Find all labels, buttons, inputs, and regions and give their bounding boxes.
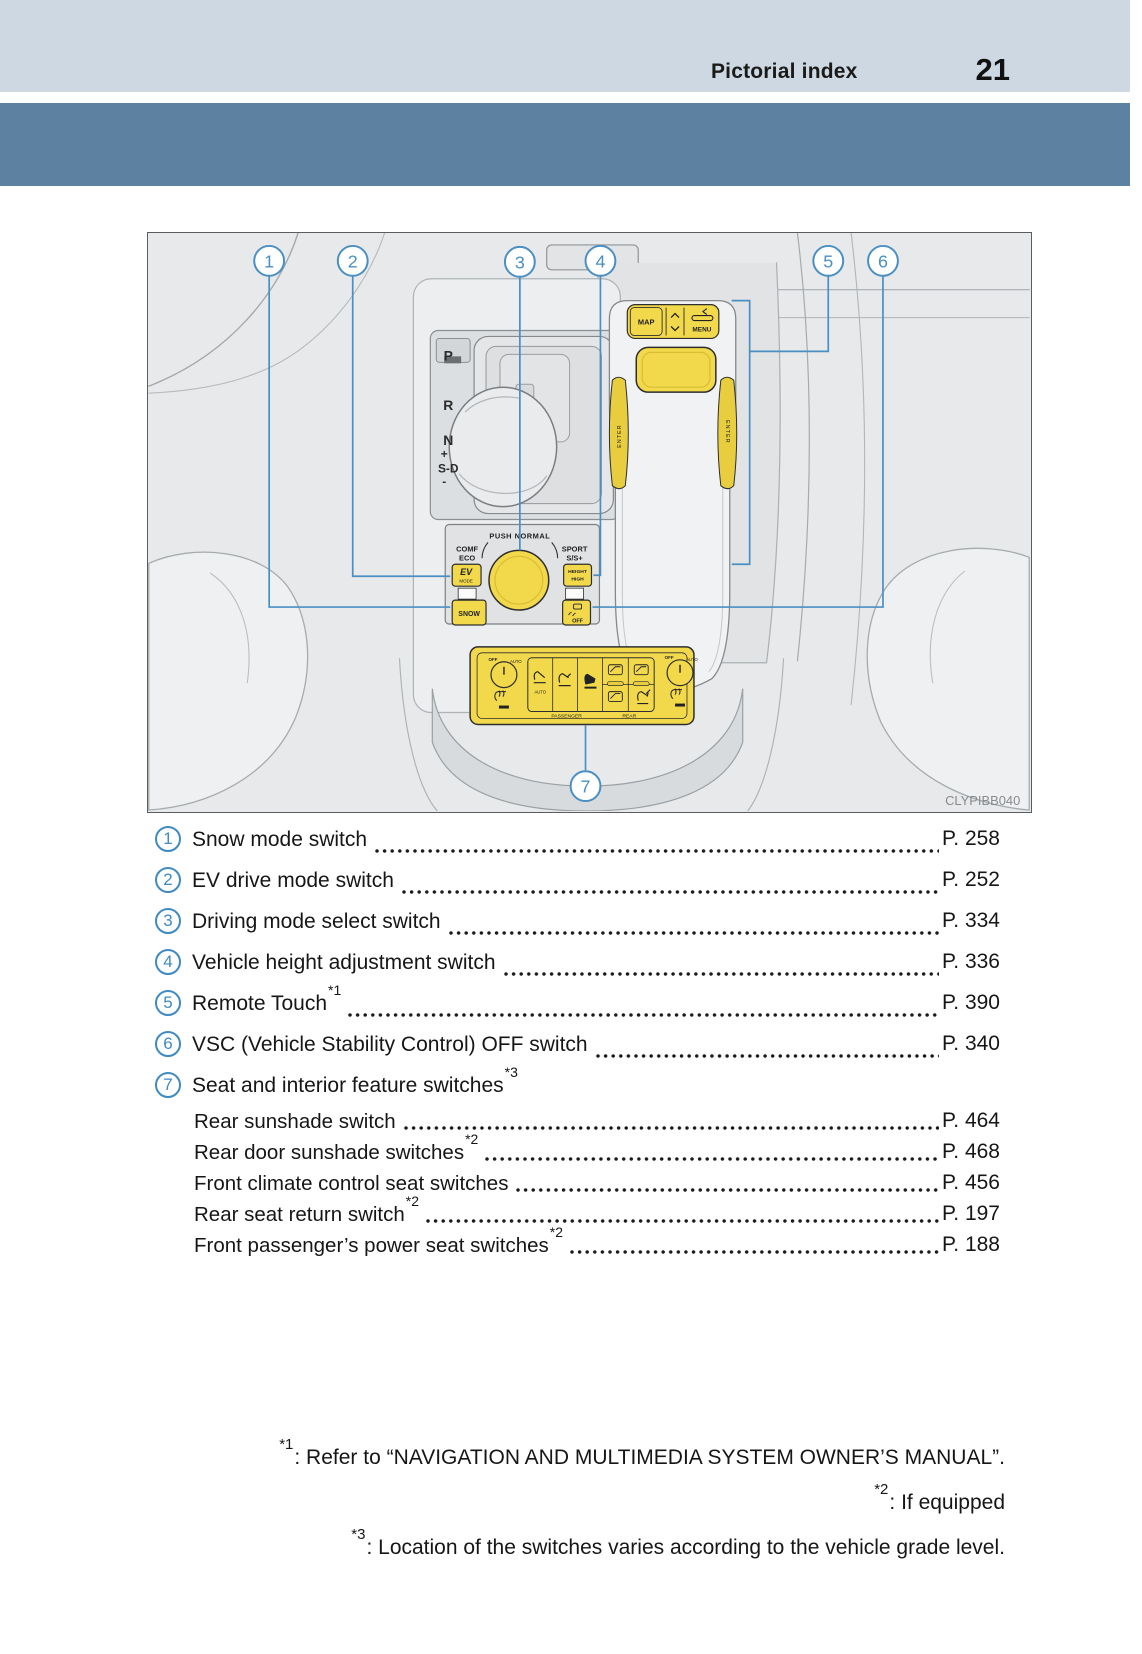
- svg-text:PASSENGER: PASSENGER: [551, 714, 582, 720]
- index-row: [155, 1064, 1000, 1105]
- svg-text:HIGH: HIGH: [571, 577, 584, 583]
- page-ref: P. 468: [941, 1139, 1000, 1163]
- svg-text:S/S+: S/S+: [566, 553, 583, 563]
- svg-text:N: N: [443, 431, 454, 448]
- index-sublabel: Front passenger’s power seat switches$^{*2}$: [194, 1224, 563, 1257]
- header-row: [0, 0, 1010, 87]
- svg-text:ENTER: ENTER: [616, 424, 623, 448]
- svg-text:REAR: REAR: [622, 714, 637, 720]
- svg-text:OFF: OFF: [572, 618, 584, 625]
- footnote: $^{*1}$: Refer to “NAVIGATION AND MULTIMEDIA SYSTEM OWNER’S MANUAL”.: [279, 1436, 1005, 1469]
- index-sublabel: Rear sunshade switch: [194, 1109, 396, 1133]
- index-label: EV drive mode switch: [192, 869, 394, 892]
- rear-climate-knob: [667, 660, 693, 686]
- svg-text:COMF: COMF: [456, 544, 479, 554]
- footnote: $^{*2}$: If equipped: [874, 1481, 1005, 1514]
- svg-text:P: P: [443, 347, 453, 364]
- drive-mode-knob: [489, 550, 549, 610]
- svg-text:+: +: [440, 446, 448, 461]
- touchpad-graphic: [636, 347, 716, 392]
- page-number: 21: [975, 51, 1010, 87]
- index-label: Seat and interior feature switches$^{*3}$: [192, 1064, 518, 1097]
- callout-6: 6: [877, 251, 888, 272]
- section-label: Pictorial index: [710, 60, 858, 83]
- callout-number: 7: [155, 1072, 181, 1098]
- index-row: [155, 859, 1000, 900]
- svg-text:S-D: S-D: [437, 461, 459, 476]
- remote-touch-group: [609, 301, 736, 691]
- page-ref: P. 336: [941, 949, 1000, 973]
- index-subrow: [194, 1131, 1000, 1167]
- callout-1: 1: [264, 251, 275, 272]
- shift-knob: [449, 387, 556, 506]
- svg-text:SNOW: SNOW: [458, 611, 480, 619]
- page-ref: P. 197: [941, 1201, 1000, 1225]
- page-ref: P. 340: [941, 1031, 1000, 1055]
- index-subrow: [194, 1224, 1000, 1260]
- page-ref: P. 188: [941, 1232, 1000, 1256]
- index-sublabel: Front climate control seat switches: [194, 1171, 509, 1195]
- callout-number: 3: [155, 908, 181, 934]
- page-ref: P. 334: [941, 908, 1000, 932]
- svg-text:OFF: OFF: [488, 656, 498, 662]
- index-subrow: [194, 1105, 1000, 1136]
- index-sublabel: Rear seat return switch$^{*2}$: [194, 1193, 420, 1226]
- section-color-band: [0, 103, 1130, 186]
- index-row: [155, 941, 1000, 982]
- dot-leader: [504, 971, 939, 977]
- svg-text:-: -: [442, 474, 447, 489]
- index-label: Vehicle height adjustment switch: [192, 951, 496, 974]
- callout-4: 4: [595, 251, 606, 272]
- callout-number: 4: [155, 949, 181, 975]
- index-label: VSC (Vehicle Stability Control) OFF switch: [192, 1033, 588, 1056]
- page-ref: P. 390: [941, 990, 1000, 1014]
- gear-shifter-group: [430, 330, 619, 519]
- callout-number: 1: [155, 826, 181, 852]
- console-illustration-svg: [148, 233, 1030, 811]
- callout-7: 7: [580, 776, 591, 797]
- callout-3: 3: [514, 252, 525, 273]
- dot-leader: [596, 1053, 939, 1059]
- svg-text:R: R: [443, 397, 454, 414]
- svg-text:OFF: OFF: [664, 654, 674, 660]
- callout-number: 5: [155, 990, 181, 1016]
- svg-text:AUTO: AUTO: [686, 656, 698, 662]
- dot-leader: [426, 1218, 939, 1224]
- svg-text:SPORT: SPORT: [561, 544, 588, 554]
- svg-text:ENTER: ENTER: [723, 420, 730, 444]
- index-row: [155, 982, 1000, 1023]
- seat-feature-panel-group: [470, 647, 698, 725]
- callout-number: 2: [155, 867, 181, 893]
- drive-mode-panel-group: [445, 524, 599, 624]
- page-ref: P. 258: [941, 826, 1000, 850]
- dot-leader: [375, 848, 939, 854]
- index-sublabel: Rear door sunshade switches$^{*2}$: [194, 1131, 479, 1164]
- svg-text:HEIGHT: HEIGHT: [568, 570, 587, 576]
- dot-leader: [402, 889, 939, 895]
- svg-text:MAP: MAP: [637, 317, 655, 327]
- index-label: Remote Touch$^{*1}$: [192, 982, 342, 1015]
- dot-leader: [449, 930, 939, 936]
- index-subrow: [194, 1167, 1000, 1198]
- index-label: Snow mode switch: [192, 828, 368, 851]
- pictorial-index-list: [155, 818, 1000, 1260]
- svg-text:AUTO: AUTO: [510, 658, 522, 664]
- page-ref: P. 252: [941, 867, 1000, 891]
- svg-text:EV: EV: [460, 567, 473, 578]
- index-row: [155, 1023, 1000, 1064]
- callout-5: 5: [823, 251, 834, 272]
- index-row: [155, 818, 1000, 859]
- dot-leader: [348, 1012, 939, 1018]
- index-row: [155, 900, 1000, 941]
- dot-leader: [570, 1249, 939, 1255]
- svg-text:PUSH NORMAL: PUSH NORMAL: [489, 531, 551, 541]
- callout-2: 2: [347, 251, 358, 272]
- figure-code: CLYPIBB040: [945, 793, 1021, 809]
- callout-number: 6: [155, 1031, 181, 1057]
- footnotes: [45, 1432, 1005, 1567]
- svg-text:MENU: MENU: [692, 326, 712, 334]
- page-ref: P. 464: [941, 1108, 1000, 1132]
- dot-leader: [485, 1156, 939, 1162]
- footnote: $^{*3}$: Location of the switches varies according to the vehicle grade level.: [351, 1526, 1005, 1559]
- svg-text:MODE: MODE: [459, 578, 473, 584]
- index-subrow: [194, 1193, 1000, 1229]
- svg-text:ECO: ECO: [459, 553, 476, 563]
- dot-leader: [516, 1187, 939, 1193]
- page-ref: P. 456: [941, 1170, 1000, 1194]
- dot-leader: [404, 1125, 939, 1131]
- console-illustration: [147, 232, 1032, 813]
- index-label: Driving mode select switch: [192, 910, 441, 933]
- svg-text:AUTO: AUTO: [534, 689, 546, 695]
